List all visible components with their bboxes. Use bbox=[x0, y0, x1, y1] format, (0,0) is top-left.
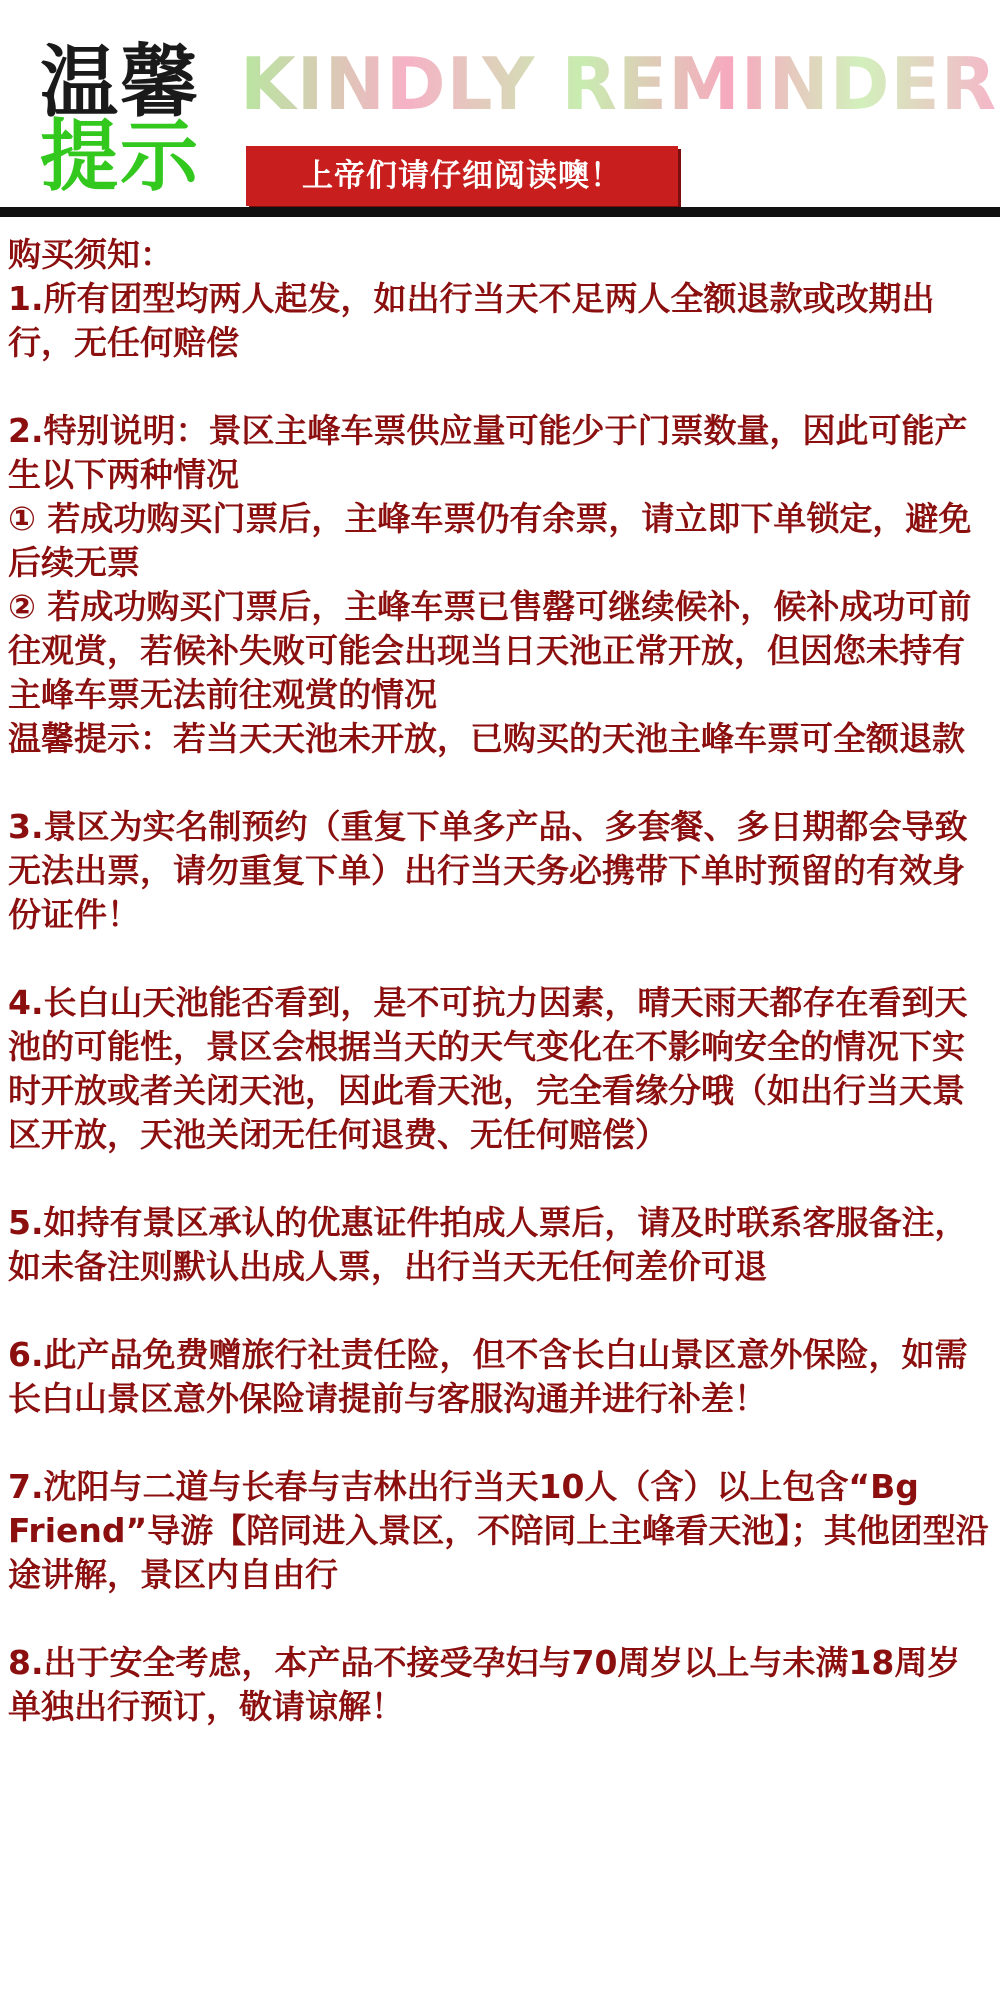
notice-item-4: 4.长白山天池能否看到，是不可抗力因素，晴天雨天都存在看到天池的可能性，景区会根据当天的天气变化在不影响安全的情况下实时开放或者关闭天池，因此看天池，完全看缘分哦（如出行当天景区开放，天池关闭无任何退费、无任何赔偿） bbox=[8, 983, 968, 1154]
reminder-header bbox=[0, 0, 1000, 205]
paragraph-gap bbox=[8, 365, 992, 409]
paragraph-gap bbox=[8, 1421, 992, 1465]
notice-heading: 购买须知： bbox=[8, 235, 173, 274]
notice-item-2-case-1: ① 若成功购买门票后，主峰车票仍有余票，请立即下单锁定，避免后续无票 bbox=[8, 499, 972, 582]
notice-item-3: 3.景区为实名制预约（重复下单多产品、多套餐、多日期都会导致无法出票，请勿重复下单）出行当天务必携带下单时预留的有效身份证件！ bbox=[8, 807, 968, 934]
paragraph-gap bbox=[8, 1289, 992, 1333]
paragraph-gap bbox=[8, 761, 992, 805]
title-cn-line1: 温馨 bbox=[40, 38, 201, 128]
paragraph-gap bbox=[8, 1597, 992, 1641]
subtitle-text: 上帝们请仔细阅读噢！ bbox=[302, 158, 622, 194]
paragraph-gap bbox=[8, 1157, 992, 1201]
paragraph-gap bbox=[8, 937, 992, 981]
notice-item-6: 6.此产品免费赠旅行社责任险，但不含长白山景区意外保险，如需长白山景区意外保险请提前与客服沟通并进行补差！ bbox=[8, 1335, 968, 1418]
title-cn-line2: 提示 bbox=[40, 112, 201, 202]
notice-item-2-case-2: ② 若成功购买门票后，主峰车票已售罄可继续候补，候补成功可前往观赏，若候补失败可能会出现当日天池正常开放，但因您未持有主峰车票无法前往观赏的情况 bbox=[8, 587, 972, 714]
header-divider bbox=[0, 207, 1000, 217]
subtitle-banner bbox=[246, 146, 678, 206]
notice-item-1: 1.所有团型均两人起发，如出行当天不足两人全额退款或改期出行，无任何赔偿 bbox=[8, 279, 935, 362]
notice-item-2-title: 2.特别说明：景区主峰车票供应量可能少于门票数量，因此可能产生以下两种情况 bbox=[8, 411, 968, 494]
notice-item-8: 8.出于安全考虑，本产品不接受孕妇与70周岁以上与未满18周岁单独出行预订，敬请谅解！ bbox=[8, 1643, 961, 1726]
notice-item-7: 7.沈阳与二道与长春与吉林出行当天10人（含）以上包含“Bg Friend”导游【陪同进入景区，不陪同上主峰看天池】；其他团型沿途讲解，景区内自由行 bbox=[8, 1467, 989, 1594]
notice-item-2-tip: 温馨提示：若当天天池未开放，已购买的天池主峰车票可全额退款 bbox=[8, 719, 965, 758]
title-en: KINDLY REMINDER bbox=[240, 42, 998, 126]
notice-item-5: 5.如持有景区承认的优惠证件拍成人票后，请及时联系客服备注，如未备注则默认出成人票，出行当天无任何差价可退 bbox=[8, 1203, 968, 1286]
notice-content bbox=[8, 233, 992, 1729]
